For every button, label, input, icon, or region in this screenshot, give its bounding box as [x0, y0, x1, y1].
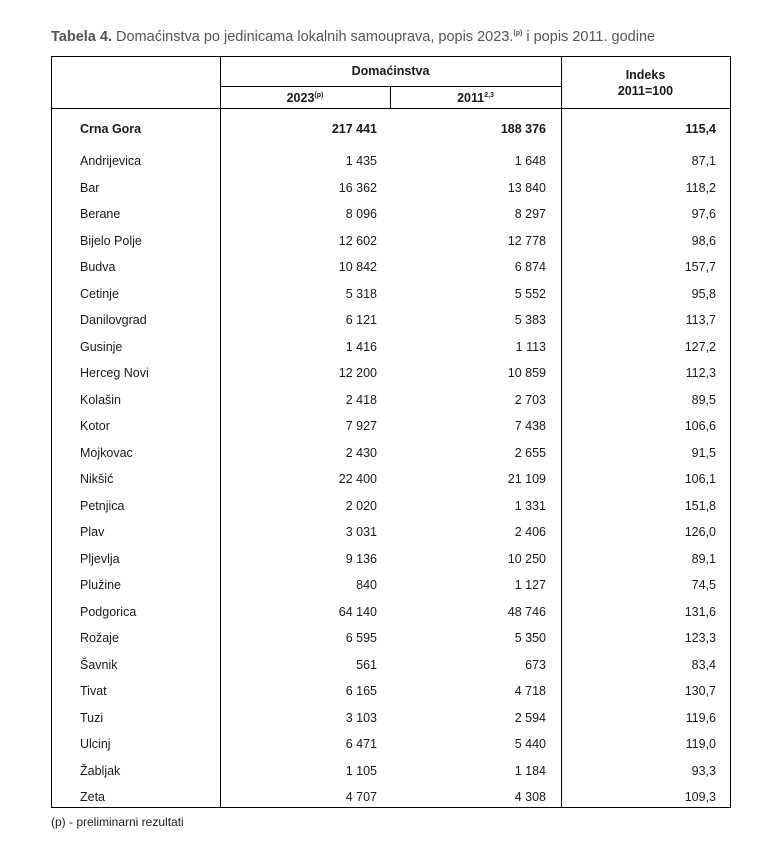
table-row: [52, 202, 730, 228]
row-name: Crna Gora: [80, 122, 142, 136]
row-value-2023: 5 318: [345, 286, 377, 301]
row-value-2023: 6 595: [345, 631, 377, 645]
row-value-2023: 12 200: [338, 366, 377, 380]
row-value-2011: 10 250: [507, 551, 546, 566]
table-row: [52, 732, 730, 758]
row-name: Ulcinj: [80, 737, 111, 751]
row-name: Pljevlja: [80, 551, 120, 566]
row-name: Gusinje: [80, 339, 123, 354]
row-value-2023: 2 430: [345, 445, 377, 460]
header-divider: [220, 86, 561, 87]
row-index: 113,7: [685, 313, 716, 327]
row-name: Kolašin: [80, 392, 121, 407]
row-index: 119,0: [685, 737, 716, 751]
row-index: 95,8: [691, 286, 716, 301]
row-index: 106,6: [684, 419, 716, 433]
row-name: Andrijevica: [80, 154, 142, 168]
caption-text: Domaćinstva po jedinicama lokalnih samouprava, popis 2023.: [111, 29, 514, 45]
row-value-2011: 1 113: [515, 339, 546, 354]
header-col-2011: [390, 91, 561, 105]
row-value-2023: 1 105: [345, 763, 377, 778]
row-name: Tuzi: [80, 710, 104, 725]
header-col-2023-label: 2023: [286, 91, 315, 105]
row-value-2011: 48 746: [507, 604, 546, 619]
row-value-2011: 10 859: [507, 366, 546, 380]
table-row: [52, 361, 730, 387]
households-table: [51, 56, 731, 808]
row-name: Bijelo Polje: [80, 233, 142, 248]
row-value-2023: 16 362: [338, 180, 377, 195]
table-row: [52, 626, 730, 652]
row-name: Petnjica: [80, 498, 125, 513]
row-value-2023: 9 136: [345, 551, 377, 566]
row-value-2011: 6 874: [514, 260, 546, 274]
table-row: [52, 149, 730, 175]
row-value-2011: 5 552: [514, 286, 546, 301]
row-value-2023: 64 140: [338, 604, 377, 619]
row-value-2023: 7 927: [345, 419, 377, 433]
row-index: 118,2: [685, 180, 716, 195]
row-name: Budva: [80, 260, 116, 274]
row-index: 130,7: [684, 684, 716, 698]
row-value-2023: 217 441: [331, 122, 377, 136]
row-name: Plužine: [80, 578, 121, 592]
table-row: [52, 759, 730, 785]
row-value-2011: 2 594: [514, 710, 546, 725]
row-value-2023: 561: [356, 657, 377, 672]
table-row: [52, 308, 730, 334]
row-value-2011: 2 655: [514, 445, 546, 460]
row-value-2011: 1 127: [514, 578, 546, 592]
table-row: [52, 785, 730, 811]
footnote: (p) - preliminarni rezultati: [51, 815, 184, 829]
table-row: [52, 547, 730, 573]
caption-label: Tabela 4.: [51, 29, 112, 45]
row-index: 112,3: [685, 366, 716, 380]
header-group-households: Domaćinstva: [351, 64, 430, 78]
row-value-2023: 2 418: [345, 392, 377, 407]
row-value-2023: 1 416: [345, 339, 377, 354]
table-row: [52, 573, 730, 599]
row-index: 115,4: [685, 122, 716, 136]
row-index: 151,8: [684, 498, 716, 513]
row-value-2011: 1 648: [514, 154, 546, 168]
row-index: 123,3: [684, 631, 716, 645]
row-value-2023: 4 707: [345, 790, 377, 804]
header-index-line2: 2011=100: [617, 84, 674, 98]
row-index: 89,1: [691, 551, 716, 566]
table-row: [52, 176, 730, 202]
table-row: [52, 282, 730, 308]
header-col-2023-sup: (p): [314, 92, 324, 99]
row-name: Nikšić: [80, 472, 114, 486]
row-value-2023: 8 096: [345, 207, 377, 221]
row-index: 74,5: [691, 578, 716, 592]
table-row: [52, 467, 730, 493]
header-col-2011-label: 2011: [457, 91, 485, 105]
row-index: 83,4: [691, 657, 716, 672]
row-value-2023: 840: [356, 578, 377, 592]
row-value-2023: 6 121: [345, 313, 377, 327]
row-value-2011: 5 350: [514, 631, 546, 645]
row-index: 89,5: [691, 392, 716, 407]
row-name: Kotor: [80, 419, 110, 433]
row-name: Rožaje: [80, 631, 119, 645]
row-name: Žabljak: [80, 763, 121, 778]
row-value-2023: 6 471: [345, 737, 377, 751]
row-name: Šavnik: [80, 657, 118, 672]
row-index: 106,1: [684, 472, 716, 486]
row-value-2011: 673: [525, 657, 546, 672]
row-index: 131,6: [684, 604, 716, 619]
table-row: [52, 441, 730, 467]
row-value-2023: 12 602: [338, 233, 377, 248]
row-index: 126,0: [684, 525, 716, 539]
row-value-2023: 22 400: [338, 472, 377, 486]
table-row: [52, 388, 730, 414]
header-divider: [52, 108, 730, 109]
table-row: [52, 600, 730, 626]
row-value-2023: 3 031: [345, 525, 377, 539]
caption-superscript: (p): [513, 30, 523, 37]
row-value-2011: 8 297: [514, 207, 546, 221]
row-value-2011: 7 438: [514, 419, 546, 433]
row-value-2011: 12 778: [507, 233, 546, 248]
table-row: [52, 679, 730, 705]
table-row: [52, 494, 730, 520]
row-value-2011: 2 703: [514, 392, 546, 407]
row-name: Plav: [80, 525, 105, 539]
table-row: [52, 414, 730, 440]
row-index: 127,2: [684, 339, 716, 354]
row-name: Herceg Novi: [80, 366, 149, 380]
row-value-2011: 13 840: [507, 180, 546, 195]
row-value-2011: 5 440: [514, 737, 546, 751]
row-name: Bar: [80, 180, 100, 195]
table-row: [52, 653, 730, 679]
row-name: Berane: [80, 207, 121, 221]
row-name: Danilovgrad: [80, 313, 147, 327]
row-name: Tivat: [80, 684, 107, 698]
row-value-2011: 5 383: [514, 313, 546, 327]
table-row: [52, 520, 730, 546]
row-value-2011: 188 376: [500, 122, 546, 136]
row-index: 119,6: [685, 710, 716, 725]
table-row-total: [52, 117, 730, 143]
row-value-2023: 3 103: [345, 710, 377, 725]
row-value-2023: 1 435: [345, 154, 377, 168]
row-index: 98,6: [691, 233, 716, 248]
row-index: 93,3: [691, 763, 716, 778]
row-name: Mojkovac: [80, 445, 133, 460]
row-value-2023: 2 020: [345, 498, 377, 513]
row-name: Cetinje: [80, 286, 119, 301]
row-index: 91,5: [691, 445, 716, 460]
header-col-2011-sup: 2,3: [484, 92, 494, 99]
row-value-2011: 1 184: [514, 763, 546, 778]
header-index: [561, 68, 730, 98]
table-row: [52, 255, 730, 281]
row-value-2023: 6 165: [345, 684, 377, 698]
table-row: [52, 229, 730, 255]
caption-text-end: i popis 2011. godine: [522, 29, 656, 45]
header-index-line1: Indeks: [625, 68, 666, 82]
row-name: Podgorica: [80, 604, 137, 619]
row-index: 157,7: [684, 260, 716, 274]
row-index: 97,6: [691, 207, 716, 221]
row-name: Zeta: [80, 790, 106, 804]
row-value-2011: 4 718: [514, 684, 546, 698]
table-caption: [51, 29, 655, 45]
row-value-2011: 2 406: [514, 525, 546, 539]
table-row: [52, 706, 730, 732]
row-value-2011: 4 308: [514, 790, 546, 804]
row-value-2011: 1 331: [514, 498, 546, 513]
table-row: [52, 335, 730, 361]
row-value-2011: 21 109: [507, 472, 546, 486]
row-value-2023: 10 842: [338, 260, 377, 274]
header-col-2023: [220, 91, 390, 105]
row-index: 109,3: [684, 790, 716, 804]
row-index: 87,1: [691, 154, 716, 168]
